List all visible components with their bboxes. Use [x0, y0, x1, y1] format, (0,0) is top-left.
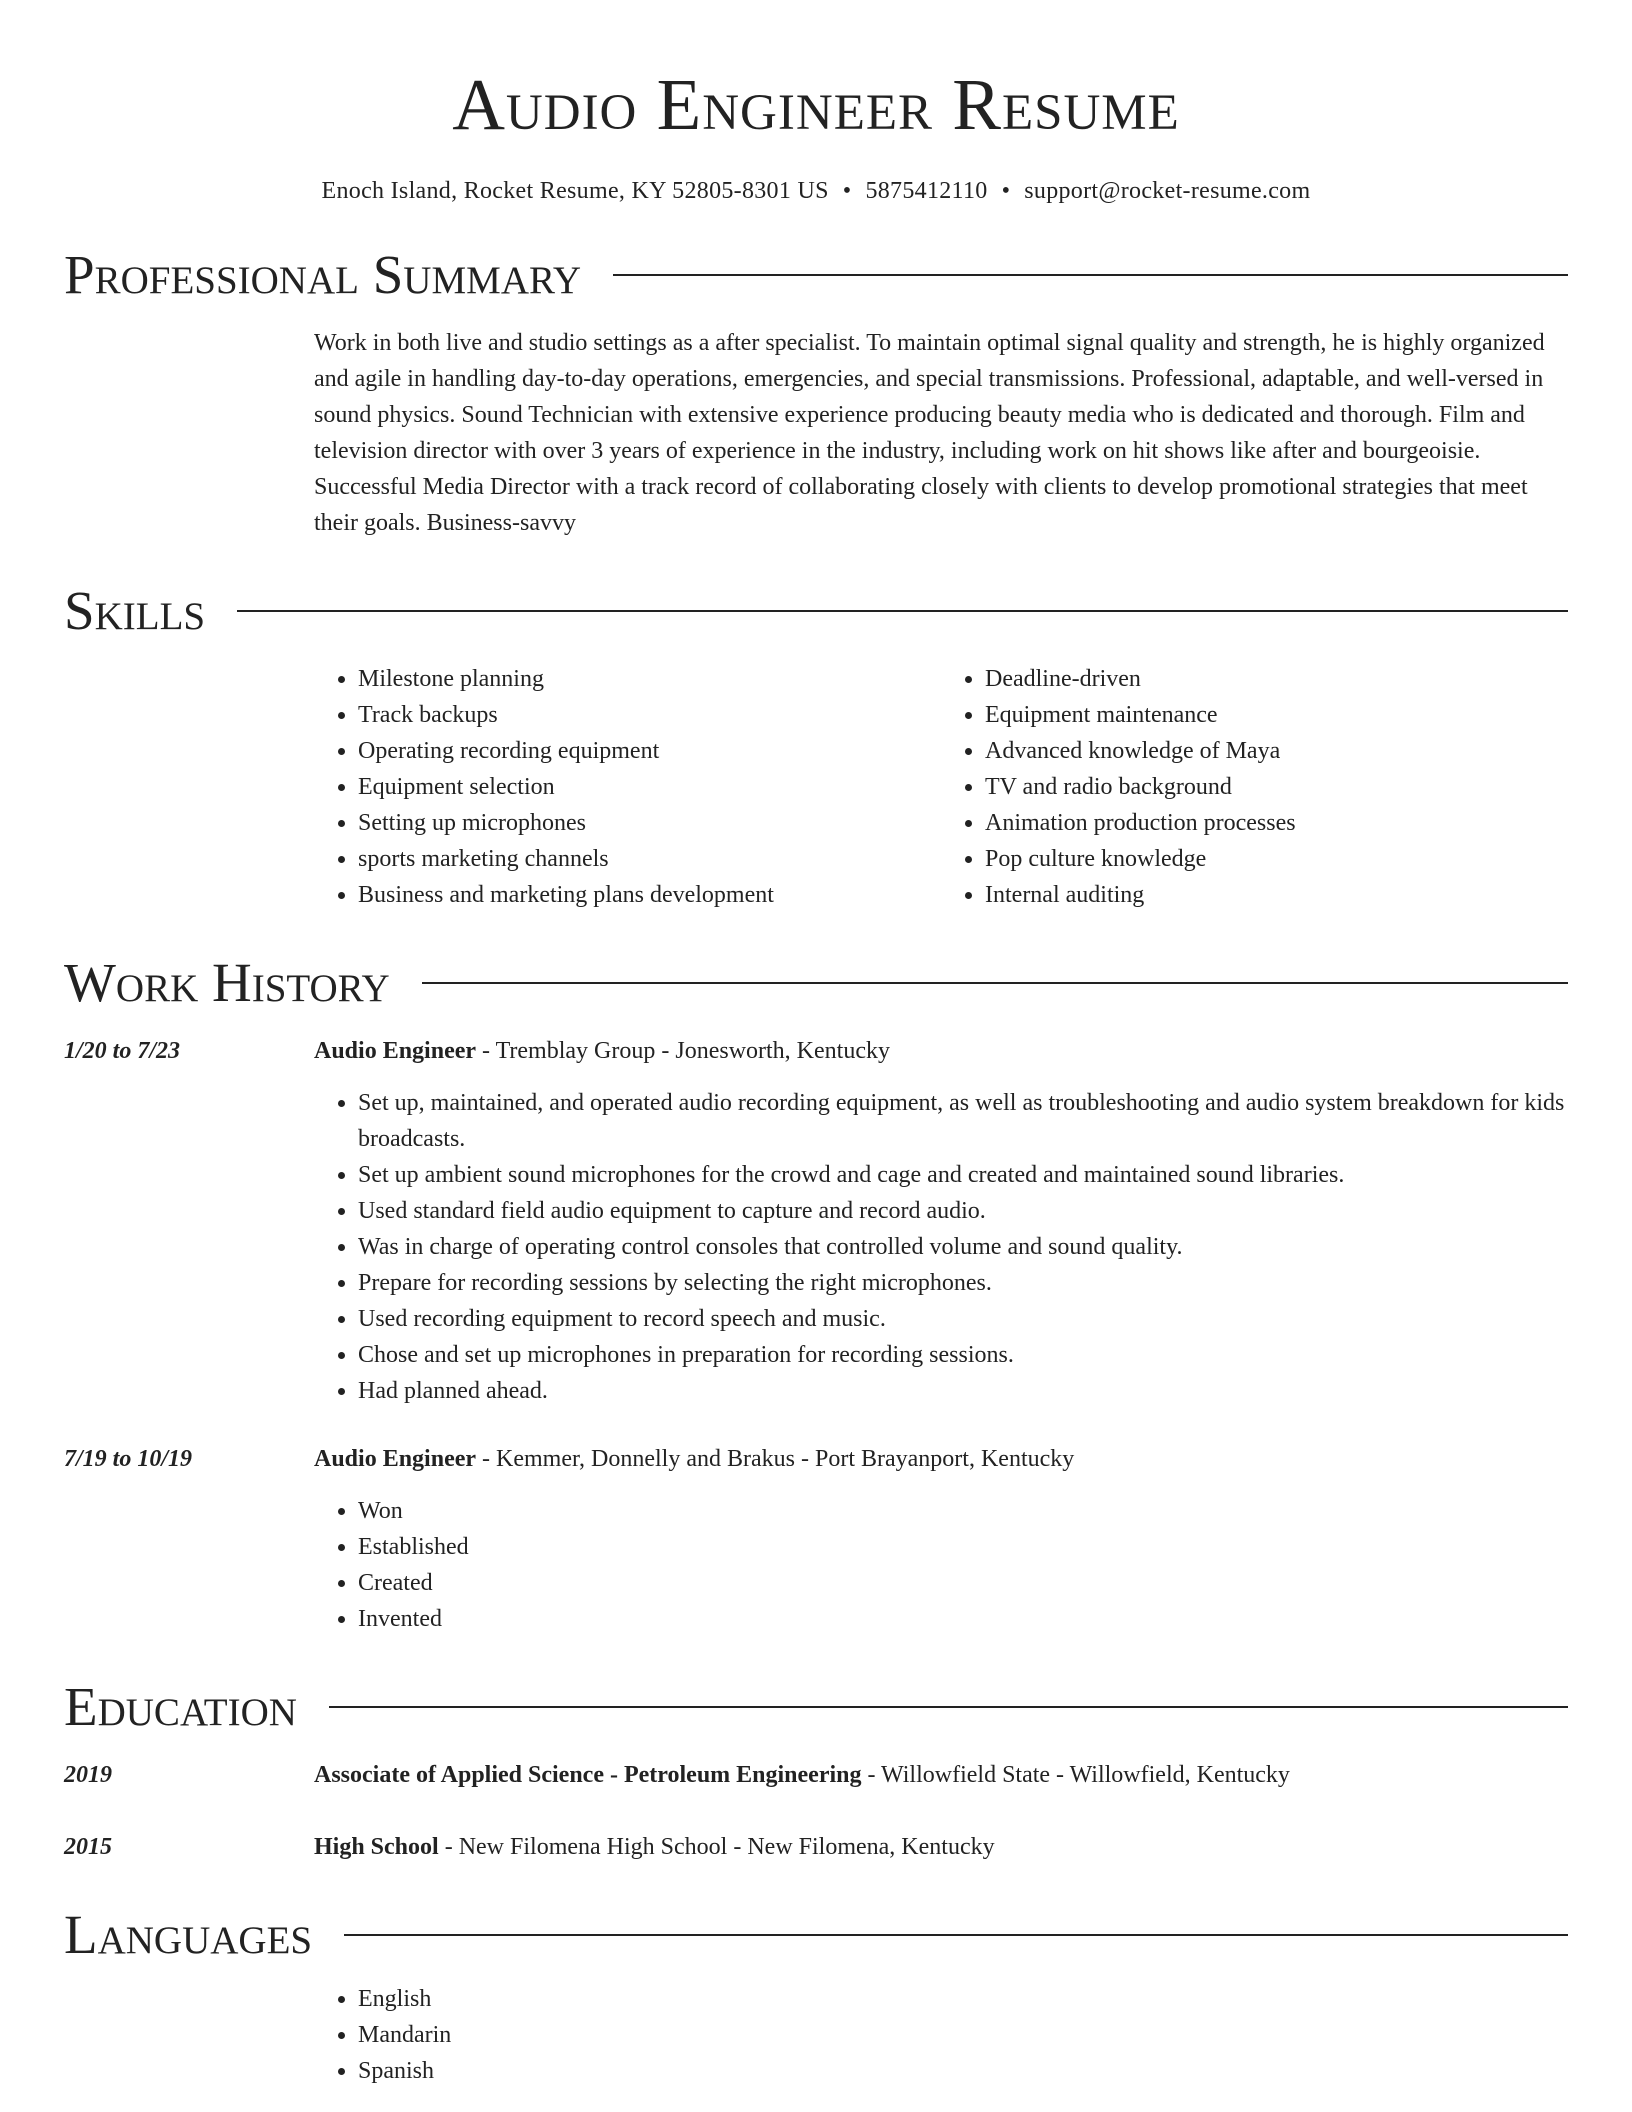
skill-item: • Business and marketing plans development: [358, 877, 941, 913]
skill-item: • Milestone planning: [358, 661, 941, 697]
skills-column-right: [941, 661, 1568, 913]
skill-item: • Deadline-driven: [985, 661, 1568, 697]
work-bullet: • Created: [358, 1565, 1568, 1601]
skill-item: • TV and radio background: [985, 769, 1568, 805]
contact-line: [64, 178, 1568, 205]
section-languages-header: [64, 1905, 1568, 1965]
section-divider: [422, 982, 1568, 984]
education-details: - New Filomena High School - New Filomena, Kentucky: [438, 1834, 995, 1860]
education-body: [314, 1757, 1568, 1793]
work-bullet: • Was in charge of operating control consoles that controlled volume and sound quality.: [358, 1229, 1568, 1265]
skill-item: • Animation production processes: [985, 805, 1568, 841]
education-body: [314, 1829, 1568, 1865]
work-bullet: • Used standard field audio equipment to capture and record audio.: [358, 1193, 1568, 1229]
work-entry: [64, 1033, 1568, 1409]
section-heading: Skills: [64, 580, 206, 641]
skill-item: • Operating recording equipment: [358, 733, 941, 769]
work-entry: [64, 1441, 1568, 1637]
section-divider: [237, 610, 1568, 612]
skill-item: • Equipment maintenance: [985, 697, 1568, 733]
skill-item: • Pop culture knowledge: [985, 841, 1568, 877]
work-body: [314, 1441, 1568, 1637]
work-bullet: • Prepare for recording sessions by selecting the right microphones.: [358, 1265, 1568, 1301]
language-item: • English: [358, 1981, 1568, 2017]
section-heading: Work History: [64, 952, 390, 1013]
work-bullet: • Set up ambient sound microphones for the crowd and cage and created and maintained sound libraries.: [358, 1157, 1568, 1193]
summary-text: Work in both live and studio settings as a after specialist. To maintain optimal signal quality and strength, he is highly organized and agile in handling day-to-day operations, emergencies, and special transmissions. Professional, adaptable, and well-versed in sound physics. Sound Technician with extensive experience producing beauty media who is dedicated and thorough. Film and television director with over 3 years of experience in the industry, including work on hit shows like after and bourgeoisie. Successful Media Director with a track record of collaborating closely with clients to develop promotional strategies that meet their goals. Business-savvy: [314, 330, 1545, 536]
resume-title: Audio Engineer Resume: [452, 64, 1180, 145]
education-year: 2019: [64, 1762, 112, 1788]
language-item: • Spanish: [358, 2053, 1568, 2089]
section-divider: [613, 274, 1568, 276]
skill-item: • Advanced knowledge of Maya: [985, 733, 1568, 769]
education-list: [64, 1757, 1568, 1865]
contact-separator: •: [1001, 178, 1011, 204]
contact-phone: 5875412110: [865, 178, 988, 204]
work-dates: 1/20 to 7/23: [64, 1038, 181, 1064]
section-work-header: [64, 953, 1568, 1013]
work-heading: [314, 1441, 1568, 1477]
work-bullet: • Set up, maintained, and operated audio recording equipment, as well as troubleshooting and audio system breakdown for kids broadcasts.: [358, 1085, 1568, 1157]
skill-item: • Internal auditing: [985, 877, 1568, 913]
work-bullet: • Invented: [358, 1601, 1568, 1637]
languages-bullets: [314, 1981, 1568, 2089]
section-heading: Languages: [64, 1904, 313, 1965]
skill-item: • sports marketing channels: [358, 841, 941, 877]
section-summary-header: [64, 245, 1568, 305]
contact-separator: •: [842, 178, 852, 204]
education-degree: High School: [314, 1834, 439, 1860]
skill-item: • Equipment selection: [358, 769, 941, 805]
work-bullet: • Established: [358, 1529, 1568, 1565]
section-divider: [329, 1706, 1568, 1708]
work-bullet: • Used recording equipment to record speech and music.: [358, 1301, 1568, 1337]
work-bullets: [314, 1085, 1568, 1409]
language-item: • Mandarin: [358, 2017, 1568, 2053]
contact-email: support@rocket-resume.com: [1024, 178, 1311, 204]
work-bullet: • Had planned ahead.: [358, 1373, 1568, 1409]
languages-list: [314, 1981, 1568, 2089]
section-heading: Education: [64, 1676, 297, 1737]
work-heading: [314, 1033, 1568, 1069]
skills-column-left: [314, 661, 941, 913]
section-divider: [344, 1934, 1568, 1936]
skill-item: • Setting up microphones: [358, 805, 941, 841]
education-entry: [64, 1757, 1568, 1793]
work-body: [314, 1033, 1568, 1409]
section-education-header: [64, 1677, 1568, 1737]
section-heading: Professional Summary: [64, 244, 582, 305]
education-year: 2015: [64, 1834, 112, 1860]
work-dates: 7/19 to 10/19: [64, 1446, 193, 1472]
section-skills-header: [64, 581, 1568, 641]
contact-address: Enoch Island, Rocket Resume, KY 52805-8301 US: [321, 178, 829, 204]
skills-list: [314, 661, 1568, 913]
education-degree: Associate of Applied Science - Petroleum Engineering: [314, 1762, 862, 1788]
job-title: Audio Engineer: [314, 1038, 477, 1064]
education-entry: [64, 1829, 1568, 1865]
work-bullets: [314, 1493, 1568, 1637]
work-bullet: • Chose and set up microphones in preparation for recording sessions.: [358, 1337, 1568, 1373]
job-details: - Kemmer, Donnelly and Brakus - Port Brayanport, Kentucky: [476, 1446, 1075, 1472]
work-bullet: • Won: [358, 1493, 1568, 1529]
job-title: Audio Engineer: [314, 1446, 477, 1472]
education-details: - Willowfield State - Willowfield, Kentucky: [861, 1762, 1290, 1788]
skill-item: • Track backups: [358, 697, 941, 733]
job-details: - Tremblay Group - Jonesworth, Kentucky: [476, 1038, 890, 1064]
